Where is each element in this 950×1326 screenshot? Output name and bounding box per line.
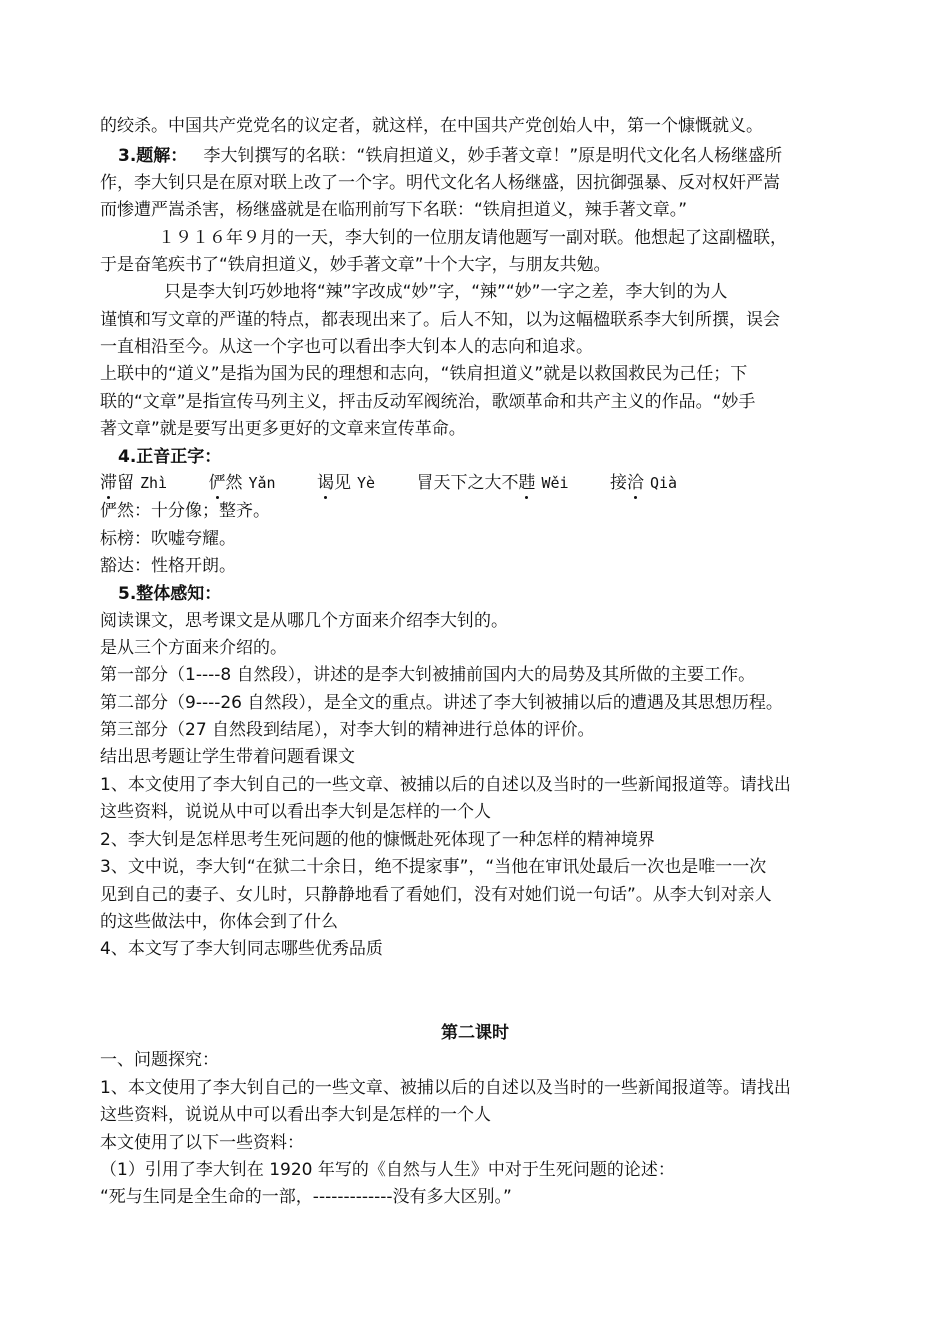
pinyin-item: 俨然 Yǎn	[208, 473, 276, 493]
text-line: 谨慎和写文章的严谨的特点，都表现出来了。后人不知，以为这幅楹联系李大钊所撰，误会	[100, 310, 780, 330]
text-line: 标榜：吹嘘夸耀。	[100, 529, 236, 549]
text-line: 结出思考题让学生带着问题看课文	[100, 747, 355, 767]
text-line: 著文章”就是要写出更多更好的文章来宣传革命。	[100, 419, 466, 439]
text-line: 1、本文使用了李大钊自己的一些文章、被捕以后的自述以及当时的一些新闻报道等。请找出	[100, 1078, 791, 1098]
text-line: 一直相沿至今。从这一个字也可以看出李大钊本人的志向和追求。	[100, 337, 593, 357]
text-line: 2、李大钊是怎样思考生死问题的他的慷慨赴死体现了一种怎样的精神境界	[100, 830, 655, 850]
text-line: 而惨遭严嵩杀害，杨继盛就是在临刑前写下名联：“铁肩担道义，辣手著文章。”	[100, 200, 688, 220]
heading-label: 题解：	[136, 146, 188, 166]
text-line: 只是李大钊巧妙地将“辣”字改成“妙”字，“辣”“妙”一字之差，李大钊的为人	[164, 282, 728, 302]
section-heading-4: 4.正音正字：	[118, 447, 222, 467]
pinyin-item: 谒见 Yè	[317, 473, 376, 493]
section-heading-5: 5.整体感知：	[118, 584, 222, 604]
text-line: 第一部分（1----8 自然段），讲述的是李大钊被捕前国内大的局势及其所做的主要工作。	[100, 665, 756, 685]
emphasis-dot-char: 俨	[208, 473, 226, 493]
text-line: 的绞杀。中国共产党党名的议定者，就这样，在中国共产党创始人中，第一个慷慨就义。	[100, 116, 763, 136]
emphasis-dot-char: 谒	[317, 473, 334, 493]
text-line: 这些资料，说说从中可以看出李大钊是怎样的一个人	[100, 802, 491, 822]
text-line: 3、文中说，李大钊“在狱二十余日，绝不提家事”，“当他在审讯处最后一次也是唯一一次	[100, 857, 767, 877]
pinyin-item: 冒天下之大不韪 Wěi	[416, 473, 569, 493]
text-line: “死与生同是全生命的一部，-------------没有多大区别。”	[100, 1187, 512, 1207]
pinyin: Zhì	[140, 474, 168, 492]
text-line: 1、本文使用了李大钊自己的一些文章、被捕以后的自述以及当时的一些新闻报道等。请找出	[100, 775, 791, 795]
pinyin: Yè	[357, 474, 376, 492]
text-line: （1）引用了李大钊在 1920 年写的《自然与人生》中对于生死问题的论述：	[100, 1160, 675, 1180]
text-line: 俨然：十分像；整齐。	[100, 501, 270, 521]
text-line: 的这些做法中，你体会到了什么	[100, 912, 338, 932]
text-line: 4、本文写了李大钊同志哪些优秀品质	[100, 939, 383, 959]
emphasis-dot-char: 洽	[626, 473, 644, 493]
pinyin: Wěi	[541, 474, 569, 492]
text-line: 是从三个方面来介绍的。	[100, 638, 287, 658]
heading-number: 3.	[118, 146, 137, 166]
text-line: １９１６年９月的一天，李大钊的一位朋友请他题写一副对联。他想起了这副楹联，	[158, 228, 787, 248]
text-line: 豁达：性格开朗。	[100, 556, 236, 576]
text-line: 一、问题探究：	[100, 1050, 219, 1070]
pinyin-row	[100, 472, 860, 494]
lesson-title: 第二课时	[441, 1023, 509, 1043]
text-line: 第二部分（9----26 自然段），是全文的重点。讲述了李大钊被捕以后的遭遇及其思想历程。	[100, 693, 783, 713]
text-line: 这些资料，说说从中可以看出李大钊是怎样的一个人	[100, 1105, 491, 1125]
text-line: 第三部分（27 自然段到结尾），对李大钊的精神进行总体的评价。	[100, 720, 595, 740]
text-line-heading-3	[118, 145, 878, 167]
pinyin-item: 接洽 Qià	[609, 473, 678, 493]
emphasis-dot-char: 滞	[100, 473, 117, 493]
pinyin: Qià	[649, 474, 678, 492]
emphasis-dot-char: 韪	[518, 473, 536, 493]
text-line: 联的“文章”是指宣传马列主义，抨击反动军阀统治，歌颂革命和共产主义的作品。“妙手	[100, 392, 756, 412]
text-line: 作，李大钊只是在原对联上改了一个字。明代文化名人杨继盛，因抗御强暴、反对权奸严嵩	[100, 173, 780, 193]
text-line: 见到自己的妻子、女儿时，只静静地看了看她们，没有对她们说一句话”。从李大钊对亲人	[100, 885, 772, 905]
pinyin: Yǎn	[248, 474, 276, 492]
pinyin-item: 滞留 Zhì	[100, 473, 168, 493]
text-line: 上联中的“道义”是指为国为民的理想和志向，“铁肩担道义”就是以救国救民为己任；下	[100, 364, 748, 384]
text-line: 阅读课文，思考课文是从哪几个方面来介绍李大钊的。	[100, 611, 508, 631]
text-line: 本文使用了以下一些资料：	[100, 1133, 304, 1153]
text-segment: 李大钊撰写的名联：“铁肩担道义，妙手著文章！”原是明代文化名人杨继盛所	[203, 146, 783, 166]
text-line: 于是奋笔疾书了“铁肩担道义，妙手著文章”十个大字，与朋友共勉。	[100, 255, 611, 275]
